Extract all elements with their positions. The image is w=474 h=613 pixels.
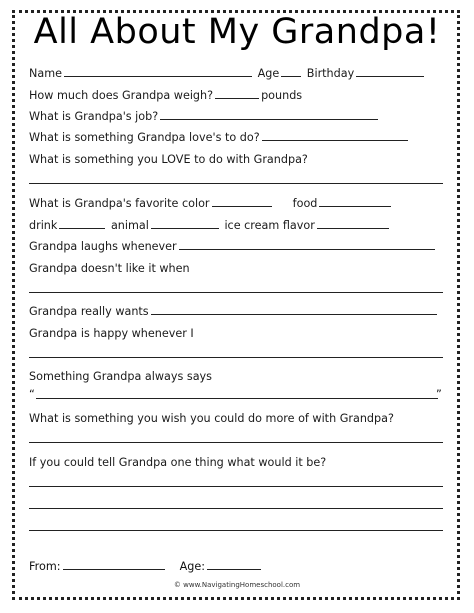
birthday-label: Birthday	[306, 67, 355, 80]
doesnt-like-blank[interactable]	[29, 292, 443, 293]
name-blank[interactable]	[64, 67, 252, 77]
tell-blank-1[interactable]	[29, 486, 443, 487]
color-blank[interactable]	[212, 197, 272, 207]
says-blank[interactable]	[36, 398, 438, 399]
age-label: Age	[257, 67, 280, 80]
you-love-row	[29, 153, 449, 167]
close-quote: ”	[436, 388, 442, 401]
says-question: Something Grandpa always says	[29, 370, 212, 383]
loves-row	[29, 131, 449, 145]
you-love-blank[interactable]	[29, 183, 443, 184]
from-label: From:	[29, 560, 61, 573]
loves-question: What is something Grandpa love's to do?	[29, 131, 260, 144]
worksheet-title: All About My Grandpa!	[33, 12, 441, 52]
laughs-question: Grandpa laughs whenever	[29, 240, 177, 253]
drink-label: drink	[29, 219, 58, 232]
from-blank[interactable]	[63, 560, 165, 570]
animal-blank[interactable]	[151, 219, 219, 229]
website-credit: © www.NavigatingHomeschool.com	[173, 581, 301, 589]
job-row	[29, 110, 449, 124]
name-label: Name	[29, 67, 63, 80]
laughs-row	[29, 240, 449, 254]
drink-blank[interactable]	[59, 219, 105, 229]
job-question: What is Grandpa's job?	[29, 110, 159, 123]
weigh-row	[29, 89, 449, 103]
food-label: food	[292, 197, 318, 210]
food-blank[interactable]	[319, 197, 391, 207]
wants-question: Grandpa really wants	[29, 305, 149, 318]
you-love-question: What is something you LOVE to do with Grandpa?	[29, 153, 308, 166]
birthday-blank[interactable]	[356, 67, 424, 77]
age-blank[interactable]	[281, 67, 301, 77]
wish-blank[interactable]	[29, 442, 443, 443]
weigh-unit: pounds	[261, 89, 303, 102]
footer-age-blank[interactable]	[207, 560, 261, 570]
job-blank[interactable]	[160, 110, 378, 120]
wish-question: What is something you wish you could do more of with Grandpa?	[29, 412, 394, 425]
wish-row	[29, 412, 449, 426]
doesnt-like-row	[29, 262, 449, 276]
tell-blank-3[interactable]	[29, 530, 443, 531]
color-question: What is Grandpa's favorite color	[29, 197, 210, 210]
color-row	[29, 197, 449, 211]
doesnt-like-question: Grandpa doesn't like it when	[29, 262, 190, 275]
tell-blank-2[interactable]	[29, 508, 443, 509]
happy-question: Grandpa is happy whenever I	[29, 327, 194, 340]
wants-row	[29, 305, 449, 319]
weigh-blank[interactable]	[215, 89, 259, 99]
says-row	[29, 370, 449, 384]
footer-from-row	[29, 560, 263, 574]
name-row	[29, 67, 449, 81]
weigh-question: How much does Grandpa weigh?	[29, 89, 214, 102]
tell-question: If you could tell Grandpa one thing what would it be?	[29, 456, 327, 469]
open-quote: “	[29, 388, 35, 401]
drink-row	[29, 219, 449, 233]
laughs-blank[interactable]	[179, 240, 435, 250]
tell-row	[29, 456, 449, 470]
footer-age-label: Age:	[179, 560, 206, 573]
animal-label: animal	[110, 219, 149, 232]
ice-cream-blank[interactable]	[317, 219, 389, 229]
loves-blank[interactable]	[262, 131, 408, 141]
ice-cream-label: ice cream flavor	[224, 219, 315, 232]
happy-row	[29, 327, 449, 341]
happy-blank[interactable]	[29, 357, 443, 358]
wants-blank[interactable]	[151, 305, 437, 315]
